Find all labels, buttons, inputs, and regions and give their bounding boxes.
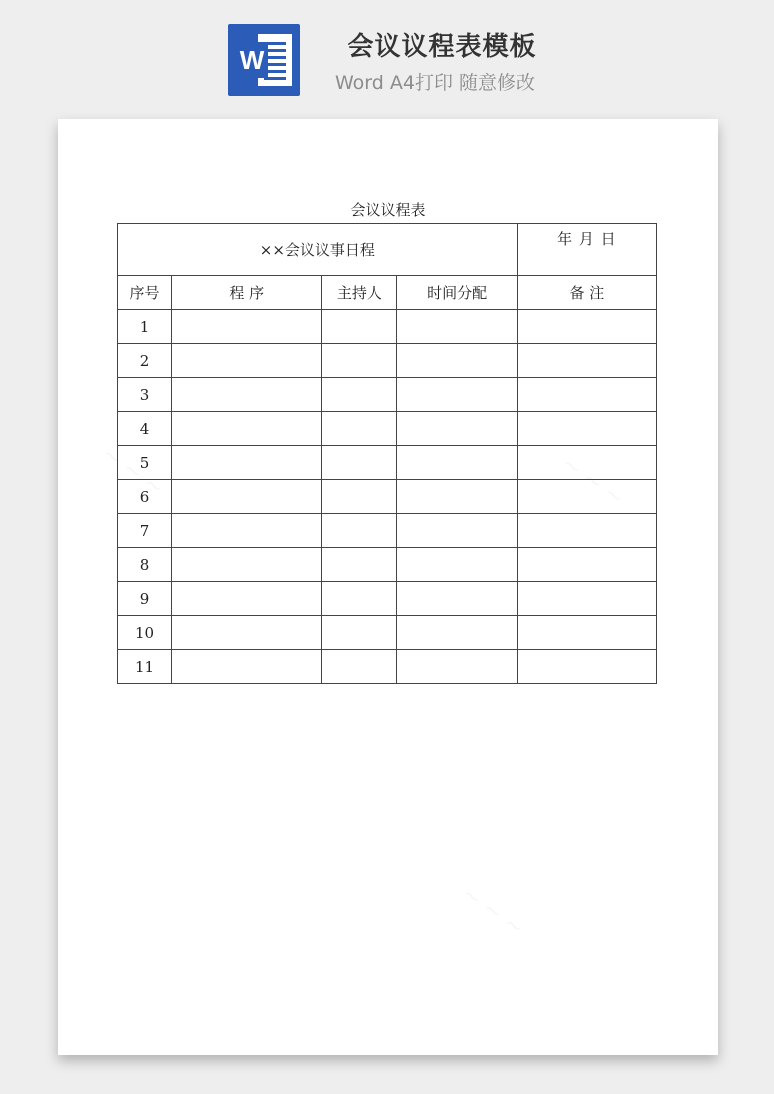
time-cell[interactable] [397, 378, 517, 412]
procedure-cell[interactable] [172, 650, 322, 684]
notes-cell[interactable] [517, 616, 656, 650]
row-number-cell: 7 [118, 514, 172, 548]
word-icon [228, 24, 300, 96]
notes-cell[interactable] [517, 514, 656, 548]
template-subtitle: Word A4打印 随意修改 [334, 72, 535, 94]
column-header-notes: 备 注 [517, 276, 656, 310]
procedure-cell[interactable] [172, 378, 322, 412]
host-cell[interactable] [322, 582, 397, 616]
table-row [118, 480, 657, 514]
table-row [118, 514, 657, 548]
host-cell[interactable] [322, 446, 397, 480]
template-title: 会议议程表模板 [347, 32, 537, 62]
notes-cell[interactable] [517, 480, 656, 514]
procedure-cell[interactable] [172, 412, 322, 446]
host-cell[interactable] [322, 310, 397, 344]
procedure-cell[interactable] [172, 548, 322, 582]
table-row [118, 446, 657, 480]
row-number-cell: 3 [118, 378, 172, 412]
agenda-table [117, 223, 657, 684]
row-number-cell: 8 [118, 548, 172, 582]
procedure-cell[interactable] [172, 582, 322, 616]
procedure-cell[interactable] [172, 480, 322, 514]
row-number-cell: 2 [118, 344, 172, 378]
notes-cell[interactable] [517, 412, 656, 446]
procedure-cell[interactable] [172, 446, 322, 480]
table-row [118, 616, 657, 650]
host-cell[interactable] [322, 412, 397, 446]
word-letter-badge: W [236, 42, 268, 78]
notes-cell[interactable] [517, 310, 656, 344]
time-cell[interactable] [397, 412, 517, 446]
host-cell[interactable] [322, 344, 397, 378]
column-header-procedure: 程 序 [172, 276, 322, 310]
host-cell[interactable] [322, 378, 397, 412]
procedure-cell[interactable] [172, 310, 322, 344]
row-number-cell: 11 [118, 650, 172, 684]
table-row [118, 344, 657, 378]
time-cell[interactable] [397, 344, 517, 378]
table-row [118, 650, 657, 684]
notes-cell[interactable] [517, 650, 656, 684]
table-header-row [118, 276, 657, 310]
row-number-cell: 4 [118, 412, 172, 446]
column-header-number: 序号 [118, 276, 172, 310]
table-row [118, 548, 657, 582]
host-cell[interactable] [322, 480, 397, 514]
row-number-cell: 1 [118, 310, 172, 344]
time-cell[interactable] [397, 650, 517, 684]
notes-cell[interactable] [517, 378, 656, 412]
host-cell[interactable] [322, 548, 397, 582]
time-cell[interactable] [397, 616, 517, 650]
meeting-title-cell[interactable]: ××会议议事日程 [118, 224, 518, 276]
date-cell[interactable]: 年 月 日 [517, 224, 656, 276]
procedure-cell[interactable] [172, 514, 322, 548]
watermark [457, 881, 528, 941]
table-row [118, 582, 657, 616]
time-cell[interactable] [397, 548, 517, 582]
host-cell[interactable] [322, 650, 397, 684]
table-row [118, 310, 657, 344]
notes-cell[interactable] [517, 548, 656, 582]
row-number-cell: 6 [118, 480, 172, 514]
notes-cell[interactable] [517, 446, 656, 480]
host-cell[interactable] [322, 616, 397, 650]
procedure-cell[interactable] [172, 616, 322, 650]
time-cell[interactable] [397, 582, 517, 616]
time-cell[interactable] [397, 514, 517, 548]
table-row [118, 412, 657, 446]
time-cell[interactable] [397, 310, 517, 344]
row-number-cell: 5 [118, 446, 172, 480]
table-row [118, 378, 657, 412]
document-title: 会议议程表 [350, 201, 426, 219]
notes-cell[interactable] [517, 344, 656, 378]
template-header [0, 0, 774, 110]
time-cell[interactable] [397, 480, 517, 514]
document-page [58, 119, 718, 1055]
column-header-time: 时间分配 [397, 276, 517, 310]
time-cell[interactable] [397, 446, 517, 480]
meeting-row [118, 224, 657, 276]
notes-cell[interactable] [517, 582, 656, 616]
procedure-cell[interactable] [172, 344, 322, 378]
row-number-cell: 10 [118, 616, 172, 650]
row-number-cell: 9 [118, 582, 172, 616]
column-header-host: 主持人 [322, 276, 397, 310]
host-cell[interactable] [322, 514, 397, 548]
